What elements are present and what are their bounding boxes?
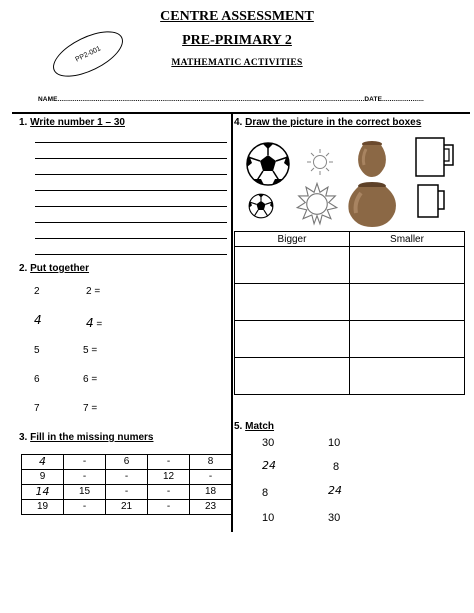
writing-line[interactable] (35, 158, 227, 159)
page-title: CENTRE ASSESSMENT (160, 9, 314, 24)
code-stamp (46, 22, 129, 86)
smaller-answer-box[interactable] (350, 358, 465, 395)
addend-a: 7 (34, 403, 40, 414)
class-title: PRE-PRIMARY 2 (182, 33, 292, 48)
table-cell[interactable]: - (148, 455, 190, 470)
addend-b-digit: 4 (86, 316, 94, 330)
table-cell: 8 (190, 455, 232, 470)
big-cup-icon (413, 135, 457, 179)
bigger-header: Bigger (235, 232, 350, 247)
table-cell[interactable]: - (106, 485, 148, 500)
bigger-answer-box[interactable] (235, 284, 350, 321)
table-cell: 12 (148, 470, 190, 485)
smaller-answer-box[interactable] (350, 284, 465, 321)
table-cell[interactable]: - (190, 470, 232, 485)
table-row (22, 485, 232, 500)
table-cell: 4 (22, 455, 64, 470)
table-cell[interactable]: - (64, 500, 106, 515)
addend-a: 6 (34, 374, 40, 385)
smaller-answer-box[interactable] (350, 247, 465, 284)
addend-b: 7 = (83, 403, 98, 414)
q2-label: Put together (30, 263, 90, 274)
q5-number: 5. (234, 421, 243, 432)
q5-label: Match (245, 421, 275, 432)
match-right-item[interactable]: 30 (328, 512, 341, 524)
table-cell[interactable]: - (64, 455, 106, 470)
bigger-answer-box[interactable] (235, 321, 350, 358)
match-right-item[interactable]: 8 (333, 461, 340, 473)
table-row (235, 358, 465, 395)
small-cup-icon (416, 183, 446, 221)
bigger-answer-box[interactable] (235, 358, 350, 395)
small-pot-icon (354, 139, 390, 179)
q2-number: 2. (19, 263, 28, 274)
addend-b: 2 = (86, 286, 101, 297)
table-cell: 19 (22, 500, 64, 515)
table-cell[interactable]: - (148, 500, 190, 515)
big-ball-icon (245, 141, 291, 187)
match-left-item[interactable]: 8 (262, 487, 269, 499)
q1-number: 1. (19, 117, 28, 128)
match-left-item[interactable]: 30 (262, 437, 275, 449)
writing-line[interactable] (35, 222, 227, 223)
writing-line[interactable] (35, 238, 227, 239)
writing-line[interactable] (35, 190, 227, 191)
table-cell[interactable]: - (148, 485, 190, 500)
table-cell: 14 (22, 485, 64, 500)
table-cell: 18 (190, 485, 232, 500)
q3-label: Fill in the missing numers (30, 432, 154, 443)
q2-heading (19, 263, 89, 274)
q3-heading (19, 432, 153, 443)
table-row (235, 247, 465, 284)
table-cell: 23 (190, 500, 232, 515)
writing-line[interactable] (35, 142, 227, 143)
q5-heading (234, 421, 274, 432)
missing-numbers-table (21, 454, 232, 515)
table-row (22, 500, 232, 515)
addend-b: 4 = (86, 316, 103, 330)
smaller-answer-box[interactable] (350, 321, 465, 358)
big-pot-icon (345, 180, 400, 228)
match-right-item[interactable]: 24 (328, 484, 342, 497)
q1-label: Write number 1 – 30 (30, 117, 125, 128)
subject-title: MATHEMATIC ACTIVITIES (171, 58, 303, 68)
match-left-item[interactable]: 10 (262, 512, 275, 524)
match-right-item[interactable]: 10 (328, 437, 341, 449)
small-sun-icon (305, 147, 335, 177)
match-left-item[interactable]: 24 (262, 459, 276, 472)
name-date-line[interactable]: NAME.................................................................................................................................................................DATE...................... (38, 96, 424, 103)
stamp-text: PP2-001 (74, 44, 102, 64)
big-sun-icon (295, 182, 339, 226)
addend-a: 5 (34, 345, 40, 356)
writing-line[interactable] (35, 254, 227, 255)
q4-label: Draw the picture in the correct boxes (245, 117, 422, 128)
q4-heading (234, 117, 421, 128)
small-ball-icon (248, 193, 274, 219)
header-divider (12, 112, 470, 114)
table-row (235, 232, 465, 247)
addend-a: 4 (34, 313, 42, 327)
table-cell: 9 (22, 470, 64, 485)
smaller-header: Smaller (350, 232, 465, 247)
bigger-smaller-table (234, 231, 465, 395)
table-row (22, 455, 232, 470)
q1-heading (19, 117, 125, 128)
table-row (235, 321, 465, 358)
writing-line[interactable] (35, 174, 227, 175)
q3-number: 3. (19, 432, 28, 443)
table-cell: 6 (106, 455, 148, 470)
writing-line[interactable] (35, 206, 227, 207)
table-row (235, 284, 465, 321)
addend-b: 6 = (83, 374, 98, 385)
bigger-answer-box[interactable] (235, 247, 350, 284)
addend-b: 5 = (83, 345, 98, 356)
table-cell[interactable]: - (106, 470, 148, 485)
q4-number: 4. (234, 117, 243, 128)
addend-a: 2 (34, 286, 40, 297)
table-cell: 21 (106, 500, 148, 515)
table-cell: 15 (64, 485, 106, 500)
table-cell[interactable]: - (64, 470, 106, 485)
table-row (22, 470, 232, 485)
